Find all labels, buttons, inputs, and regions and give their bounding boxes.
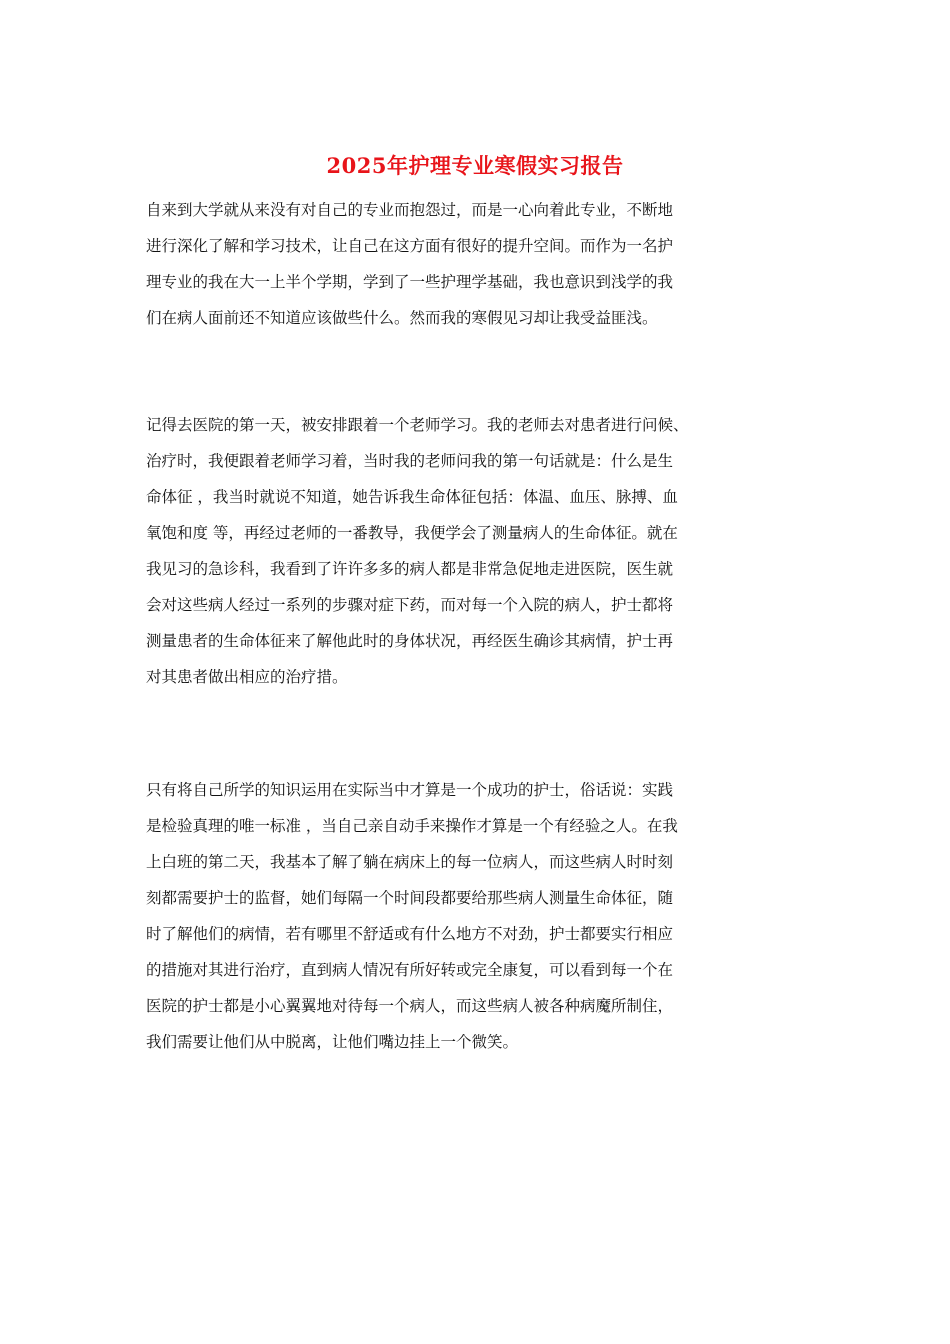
paragraph-line: 会对这些病人经过一系列的步骤对症下药，而对每一个入院的病人，护士都将 [146, 596, 674, 614]
document-title: 2025年护理专业寒假实习报告 [326, 153, 624, 178]
paragraph-line: 对其患者做出相应的治疗措。 [146, 668, 348, 686]
paragraph-line: 记得去医院的第一天，被安排跟着一个老师学习。我的老师去对患者进行问候、 [146, 416, 689, 434]
paragraph-1 [146, 192, 673, 336]
paragraph-line: 只有将自己所学的知识运用在实际当中才算是一个成功的护士，俗话说：实践 [146, 781, 674, 799]
paragraph-line: 我见习的急诊科，我看到了许许多多的病人都是非常急促地走进医院，医生就 [146, 560, 674, 578]
paragraph-3 [146, 772, 678, 1060]
paragraph-line: 我们需要让他们从中脱离，让他们嘴边挂上一个微笑。 [146, 1033, 519, 1051]
paragraph-line: 治疗时，我便跟着老师学习着，当时我的老师问我的第一句话就是：什么是生 [146, 452, 674, 470]
paragraph-line: 自来到大学就从来没有对自己的专业而抱怨过，而是一心向着此专业，不断地 [146, 201, 674, 219]
paragraph-line: 理专业的我在大一上半个学期，学到了一些护理学基础，我也意识到浅学的我 [146, 273, 674, 291]
paragraph-2 [146, 407, 689, 695]
paragraph-line: 们在病人面前还不知道应该做些什么。然而我的寒假见习却让我受益匪浅。 [146, 309, 658, 327]
paragraph-line: 氧饱和度 等，再经过老师的一番教导，我便学会了测量病人的生命体征。就在 [146, 524, 678, 542]
paragraph-line: 进行深化了解和学习技术，让自己在这方面有很好的提升空间。而作为一名护 [146, 237, 674, 255]
paragraph-line: 的措施对其进行治疗，直到病人情况有所好转或完全康复，可以看到每一个在 [146, 961, 674, 979]
paragraph-line: 命体征 ，我当时就说不知道，她告诉我生命体征包括：体温、血压、脉搏、血 [146, 488, 678, 506]
paragraph-line: 是检验真理的唯一标准 ，当自己亲自动手来操作才算是一个有经验之人。在我 [146, 817, 678, 835]
paragraph-line: 测量患者的生命体征来了解他此时的身体状况，再经医生确诊其病情，护士再 [146, 632, 674, 650]
paragraph-line: 时了解他们的病情，若有哪里不舒适或有什么地方不对劲，护士都要实行相应 [146, 925, 674, 943]
paragraph-line: 医院的护士都是小心翼翼地对待每一个病人，而这些病人被各种病魔所制住， [146, 997, 674, 1015]
paragraph-line: 刻都需要护士的监督，她们每隔一个时间段都要给那些病人测量生命体征，随 [146, 889, 674, 907]
paragraph-line: 上白班的第二天，我基本了解了躺在病床上的每一位病人，而这些病人时时刻 [146, 853, 674, 871]
